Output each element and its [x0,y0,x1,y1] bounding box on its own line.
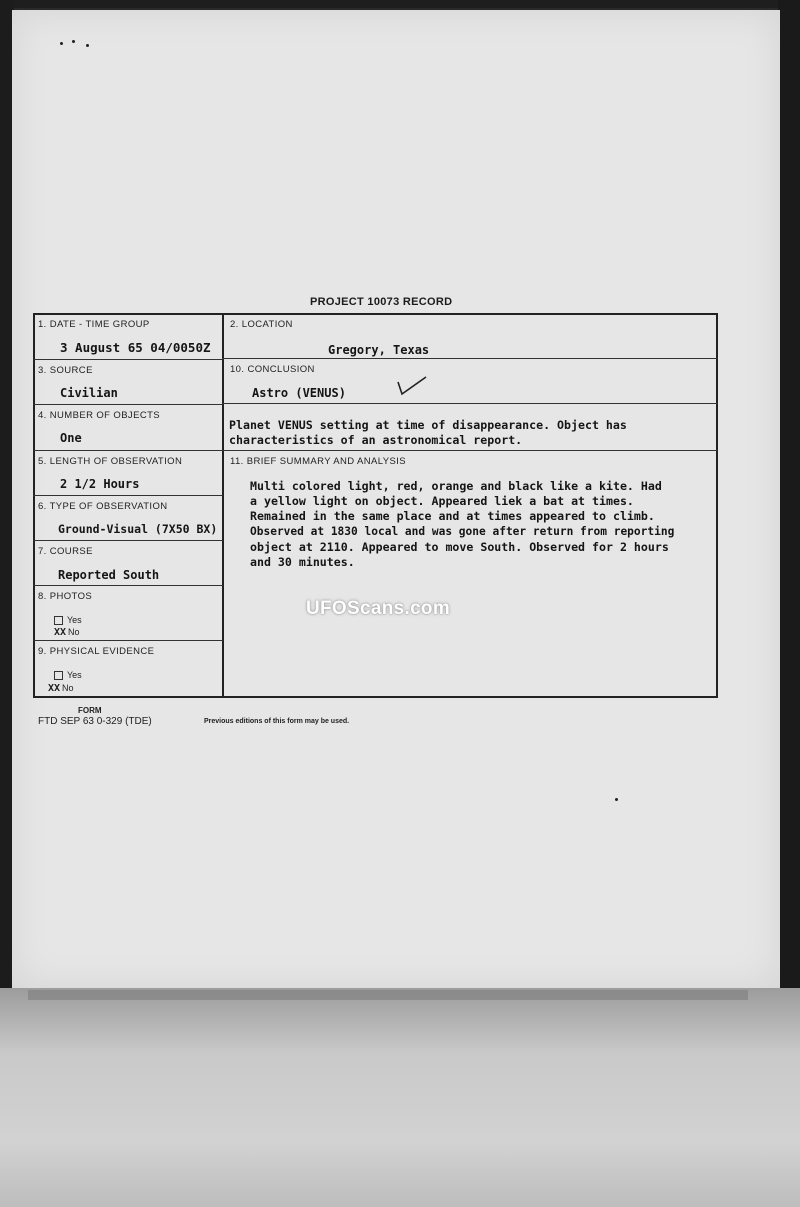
form-row-divider [33,640,223,641]
checkbox-icon [54,616,63,625]
photos-yes-option [54,615,82,625]
watermark: UFOScans.com [306,598,451,619]
summary-text-line: and 30 minutes. [250,555,355,569]
summary-text-line: a yellow light on object. Appeared liek a bat at times. [250,494,634,508]
physical-evidence-label: 9. PHYSICAL EVIDENCE [38,646,155,657]
location-value: Gregory, Texas [328,343,430,357]
number-of-objects-label: 4. NUMBER OF OBJECTS [38,410,161,421]
physical-evidence-no-mark: XX [48,683,61,694]
photos-no-mark: XX [54,627,67,638]
checkbox-icon [54,671,63,680]
scan-speck [615,798,618,801]
form-row-divider [222,358,718,359]
conclusion-value: Astro (VENUS) [252,386,346,400]
physical-evidence-no-option [48,683,74,694]
footer-form-id: FTD SEP 63 0-329 (TDE) [38,716,152,727]
photos-no-option [54,627,80,638]
background-surface [0,988,800,1207]
form-row-divider [222,403,718,404]
physical-evidence-yes-option [54,670,82,680]
form-row-divider [33,450,718,451]
summary-text-line: Multi colored light, red, orange and black like a kite. Had [250,479,662,493]
conclusion-text-line: Planet VENUS setting at time of disappearance. Object has [229,418,627,432]
conclusion-text-line: characteristics of an astronomical report. [229,433,523,447]
form-row-divider [33,404,223,405]
physical-evidence-yes-label: Yes [67,670,82,680]
summary-label: 11. BRIEF SUMMARY AND ANALYSIS [230,456,407,467]
physical-evidence-no-label: No [62,683,74,693]
type-of-observation-label: 6. TYPE OF OBSERVATION [38,501,168,512]
number-of-objects-value: One [60,431,82,445]
scan-speck [60,42,63,45]
length-of-observation-value: 2 1/2 Hours [60,477,140,491]
footer-note: Previous editions of this form may be used. [204,718,350,725]
date-time-group-value: 3 August 65 04/0050Z [60,340,211,355]
summary-text-line: Remained in the same place and at times appeared to climb. [250,509,655,523]
checkmark-icon [396,374,428,400]
course-value: Reported South [58,568,160,582]
footer-form-word: FORM [78,706,102,715]
date-time-group-label: 1. DATE - TIME GROUP [38,319,150,330]
photos-yes-label: Yes [67,615,82,625]
photos-no-label: No [68,627,80,637]
page-edge-shadow [28,990,748,1000]
course-label: 7. COURSE [38,546,93,557]
record-title: PROJECT 10073 RECORD [310,296,453,308]
scan-speck [72,40,75,43]
form-row-divider [33,359,223,360]
source-value: Civilian [60,386,118,400]
form-row-divider [33,495,223,496]
type-of-observation-value: Ground-Visual (7X50 BX) [58,522,218,536]
form-row-divider [33,585,223,586]
scan-speck [86,44,89,47]
conclusion-label: 10. CONCLUSION [230,364,315,375]
summary-text-line: Observed at 1830 local and was gone after return from reporting [250,525,675,538]
form-row-divider [33,540,223,541]
source-label: 3. SOURCE [38,365,93,376]
summary-text-line: object at 2110. Appeared to move South. Observed for 2 hours [250,540,669,554]
length-of-observation-label: 5. LENGTH OF OBSERVATION [38,456,183,467]
location-label: 2. LOCATION [230,319,293,330]
photos-label: 8. PHOTOS [38,591,93,602]
scan-border-top [0,0,800,8]
